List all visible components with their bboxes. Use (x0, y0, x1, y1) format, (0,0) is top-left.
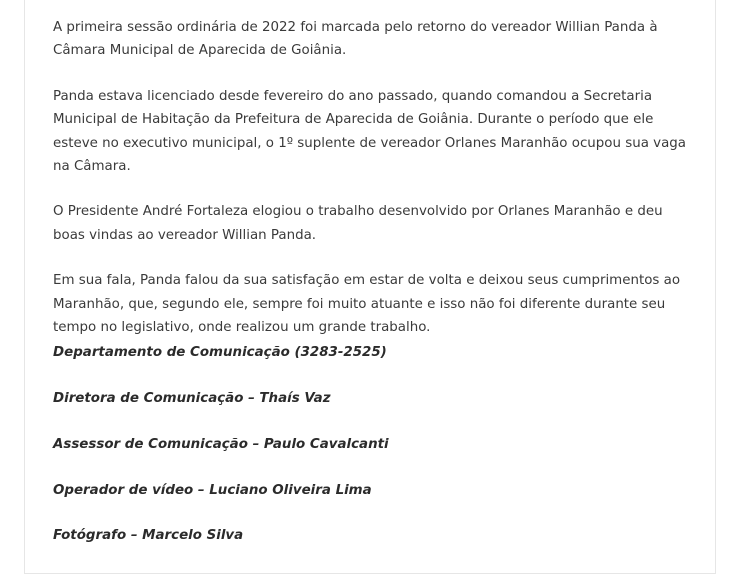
article-paragraph: Panda estava licenciado desde fevereiro do ano passado, quando comandou a Secretaria Municipal de Habitação da Prefeitura de Aparecida de Goiânia. Durante o período que ele esteve no executivo municipal, o 1º suplente de vereador Orlanes Maranhão ocupou sua vaga na Câmara. (53, 88, 686, 175)
article-paragraph: A primeira sessão ordinária de 2022 foi marcada pelo retorno do vereador Willian Panda à Câmara Municipal de Aparecida de Goiânia. (53, 20, 658, 59)
credit-department: Departamento de Comunicação (3283-2525) (53, 345, 387, 360)
credit-assistant: Assessor de Comunicação – Paulo Cavalcanti (53, 437, 389, 452)
credit-director: Diretora de Comunicação – Thaís Vaz (53, 391, 331, 406)
article-paragraph: Em sua fala, Panda falou da sua satisfação em estar de volta e deixou seus cumprimentos ao Maranhão, que, segundo ele, sempre foi muito atuante e isso não foi diferente durante seu tempo no legislativo, onde realizou um grande trabalho. (53, 273, 681, 336)
article-card (24, 0, 716, 574)
credit-video-operator: Operador de vídeo – Luciano Oliveira Lima (53, 483, 372, 498)
article-body (53, 16, 693, 543)
article-paragraph: O Presidente André Fortaleza elogiou o trabalho desenvolvido por Orlanes Maranhão e deu boas vindas ao vereador Willian Panda. (53, 204, 663, 243)
credit-photographer: Fotógrafo – Marcelo Silva (53, 528, 244, 543)
